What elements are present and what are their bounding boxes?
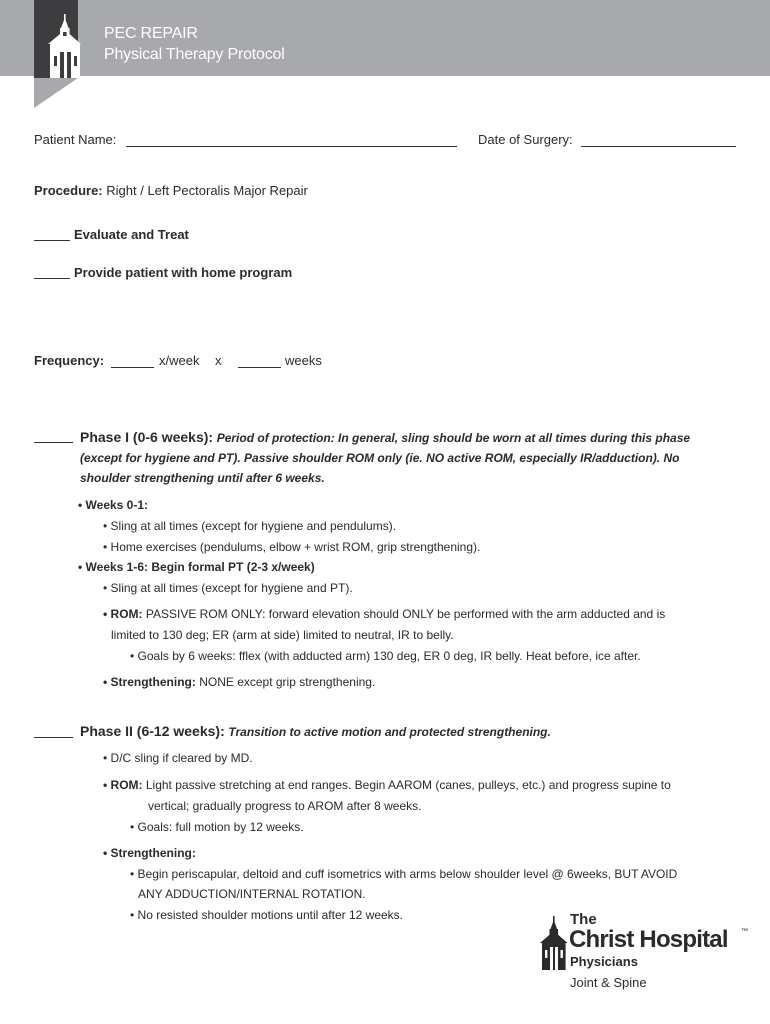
patient-name-row [34, 132, 116, 148]
frequency-weeks-text: weeks [285, 353, 322, 368]
hospital-logo-icon [34, 0, 94, 108]
phase2-rom-continued: vertical; gradually progress to AROM after 8 weeks. [148, 799, 422, 813]
rom-label: • ROM: [103, 778, 143, 792]
phase2-strengthening-heading: • Strengthening: [103, 846, 196, 860]
phase2-desc: Transition to active motion and protected strengthening. [228, 725, 551, 739]
phase1-desc-line1: Period of protection: In general, sling should be worn at all times during this phase [216, 431, 691, 445]
list-item: • Sling at all times (except for hygiene and pendulums). [103, 519, 397, 533]
strengthening-label: • Strengthening: [103, 675, 196, 689]
list-item-continued: ANY ADDUCTION/INTERNAL ROTATION. [138, 887, 366, 901]
list-item: • Sling at all times (except for hygiene and PT). [103, 581, 353, 595]
frequency-x-text: x [215, 353, 222, 368]
procedure-row [34, 183, 308, 199]
rom-text: PASSIVE ROM ONLY: forward elevation should ONLY be performed with the arm adducted and is [142, 607, 666, 621]
phase2-title: Phase II (6-12 weeks): [80, 723, 225, 739]
frequency-label: Frequency: [34, 353, 105, 368]
phase1-blank[interactable] [34, 442, 73, 443]
title-line-2: Physical Therapy Protocol [104, 46, 285, 63]
patient-name-label: Patient Name: [34, 132, 117, 147]
phase1-desc-line2: (except for hygiene and PT). Passive shoulder ROM only (ie. NO active ROM, especially IR/adduction). No [80, 451, 680, 465]
patient-name-field[interactable] [126, 146, 457, 147]
phase2-rom-item [103, 777, 671, 793]
document-title [104, 23, 285, 65]
logo-department: Joint & Spine [570, 975, 647, 990]
logo-name: Christ Hospital [569, 926, 728, 953]
phase1-title: Phase I (0-6 weeks): [80, 429, 214, 445]
phase1-goals: • Goals by 6 weeks: fflex (with adducted arm) 130 deg, ER 0 deg, IR belly. Heat before, ice after. [130, 649, 641, 663]
date-of-surgery-field[interactable] [581, 146, 736, 147]
frequency-per-week-field[interactable] [111, 367, 154, 368]
frequency-weeks-field[interactable] [238, 367, 281, 368]
logo-the: The [570, 911, 597, 928]
phase1-weeks01-heading: • Weeks 0-1: [78, 498, 149, 512]
frequency-xweek-text: x/week [159, 353, 200, 368]
phase1-desc-line3: shoulder strengthening until after 6 weeks. [80, 471, 325, 485]
list-item: • No resisted shoulder motions until after 12 weeks. [130, 908, 403, 922]
logo-trademark: ™ [741, 928, 748, 935]
title-line-1: PEC REPAIR [104, 25, 198, 42]
phase1-rom-item [103, 606, 665, 622]
phase1-rom-continued: limited to 130 deg; ER (arm at side) limited to neutral, IR to belly. [111, 628, 454, 642]
logo-physicians: Physicians [570, 954, 638, 969]
rom-text: Light passive stretching at end ranges. Begin AAROM (canes, pulleys, etc.) and progress supine to [142, 778, 671, 792]
phase1-weeks16-heading: • Weeks 1-6: Begin formal PT (2-3 x/week) [78, 560, 315, 574]
home-program-label: Provide patient with home program [74, 265, 293, 280]
strengthening-text: NONE except grip strengthening. [195, 675, 376, 689]
rom-label: • ROM: [103, 607, 143, 621]
phase2-goals: • Goals: full motion by 12 weeks. [130, 820, 304, 834]
evaluate-treat-label: Evaluate and Treat [74, 227, 189, 242]
phase2-blank[interactable] [34, 737, 73, 738]
procedure-value: Right / Left Pectoralis Major Repair [106, 183, 308, 198]
hospital-building-icon [540, 916, 568, 970]
procedure-label: Procedure: [34, 183, 103, 198]
list-item: • Home exercises (pendulums, elbow + wrist ROM, grip strengthening). [103, 540, 481, 554]
evaluate-treat-blank[interactable] [34, 240, 70, 241]
phase1-heading [80, 427, 760, 488]
list-item: • Begin periscapular, deltoid and cuff isometrics with arms below shoulder level @ 6weeks, BUT AVOID [130, 867, 678, 881]
list-item: • D/C sling if cleared by MD. [103, 751, 253, 765]
home-program-blank[interactable] [34, 278, 70, 279]
date-of-surgery-label: Date of Surgery: [478, 132, 573, 147]
phase2-heading [80, 721, 551, 742]
phase1-strengthening-item [103, 674, 375, 690]
